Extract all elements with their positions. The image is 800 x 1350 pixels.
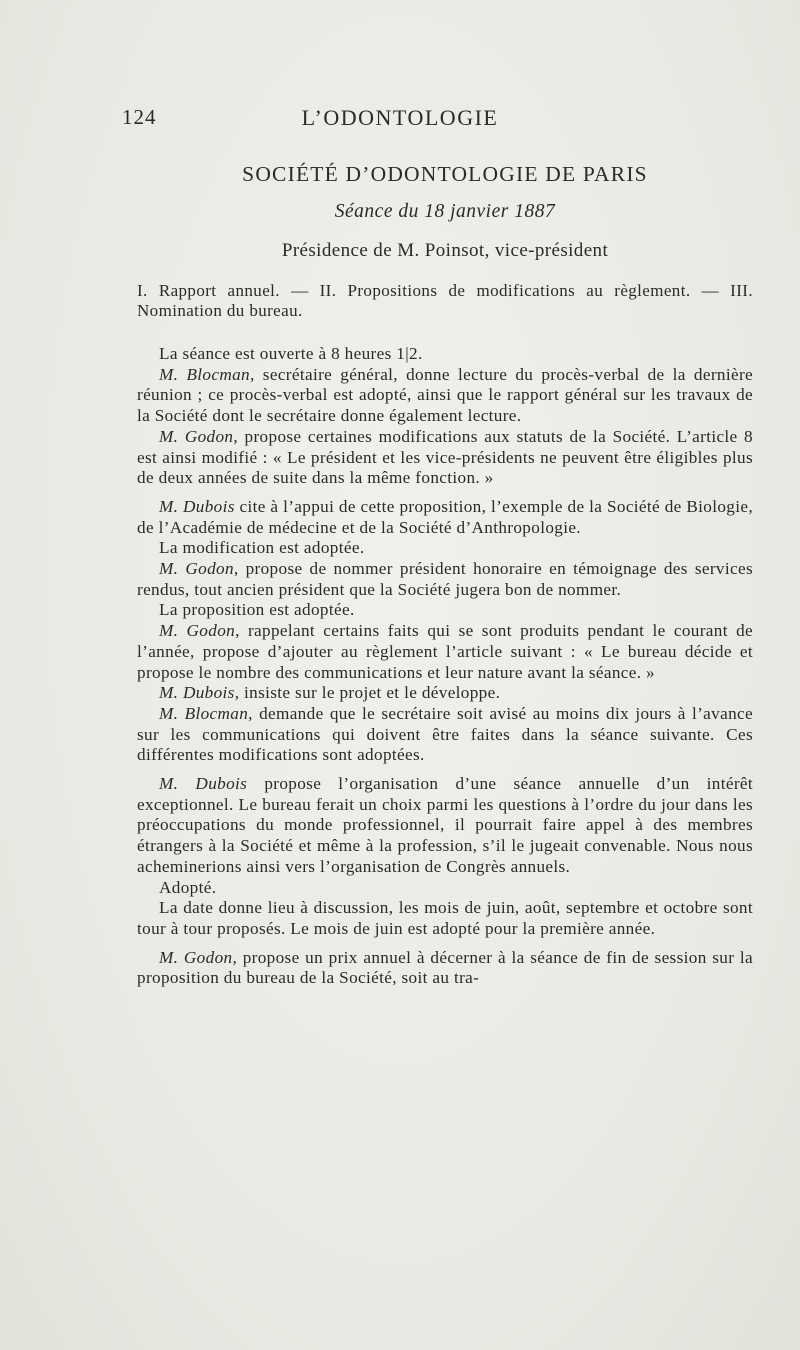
paragraph [137,427,753,489]
paragraph-text: La proposition est adoptée. [159,600,355,620]
paragraph-text: La date donne lieu à discussion, les mois de juin, août, septembre et octobre sont tour à tour proposés. Le mois de juin est adopté pour la première année. [137,898,753,938]
paragraph [137,600,753,621]
speaker-name: M. Godon [159,426,234,446]
paragraph-text: La séance est ouverte à 8 heures 1|2. [159,344,423,363]
paragraph [137,704,753,766]
paragraph [137,497,753,538]
society-title: SOCIÉTÉ D’ODONTOLOGIE DE PARIS [242,162,648,186]
paragraph-text: propose l’organisation d’une séance annuelle d’un intérêt exceptionnel. Le bureau ferait un choix parmi les questions à l’ordre du jour dans les préoccupations du monde professionnel, il pourrait faire appel à des membres étrangers à la Société et même à la profession, s’il le jugeait convenable. Nous nous acheminerions ainsi vers l’organisation de Congrès annuels. [137,774,754,876]
agenda-summary: I. Rapport annuel. — II. Propositions de modifications au règlement. — III. Nomination du bureau. [137,281,753,320]
speaker-name: M. Godon [159,947,233,967]
paragraph [137,774,753,878]
speaker-name: M. Blocman [159,703,249,723]
speaker-name: M. Dubois [159,683,235,703]
paragraph [137,898,753,939]
paragraph [137,948,753,989]
session-date: Séance du 18 janvier 1887 [334,201,556,222]
speaker-name: M. Dubois [159,774,248,794]
speaker-name: M. Blocman [159,364,251,384]
paragraph [137,683,753,704]
speaker-name: M. Godon [159,621,236,641]
running-title: L’ODONTOLOGIE [301,105,499,130]
paragraph-text: cite à l’appui de cette proposition, l’exemple de la Société de Biologie, de l’Académie de médecine et de la Société d’Anthropologie. [137,496,753,537]
article-body [137,162,753,989]
paragraph-text: La modification est adoptée. [159,538,365,558]
paragraph-text: , propose certaines modifications aux statuts de la Société. L’article 8 est ainsi modifié : « Le président et les vice-présidents ne peuvent être éligibles plus de deux années de suite dans la même fonction. » [137,426,753,488]
paragraph-text: , rappelant certains faits qui se sont produits pendant le courant de l’année, propose d’ajouter au règlement l’article suivant : « Le bureau décide et propose le nombre des communications et leur nature avant la séance. » [137,621,754,682]
speaker-name: M. Dubois [159,496,235,516]
paragraph [137,344,753,365]
speaker-name: M. Godon [159,559,234,579]
paragraph [137,538,753,559]
presidency-line: Présidence de M. Poinsot, vice-président [281,240,609,261]
paragraph [137,621,753,683]
page-header [0,105,800,135]
paragraph [137,365,753,427]
paragraph-text: , secrétaire général, donne lecture du procès-verbal de la dernière réunion ; ce procès-verbal est adopté, ainsi que le rapport général sur les travaux de la Société dont le secrétaire donne également lecture. [137,364,753,426]
page-number: 124 [122,105,157,129]
paragraph-text: Adopté. [159,877,217,897]
paragraph-text: , demande que le secrétaire soit avisé au moins dix jours à l’avance sur les communications qui doivent être faites dans la séance suivante. Ces différentes modifications sont adoptées. [137,703,753,765]
paragraph-text: , propose un prix annuel à décerner à la séance de fin de session sur la proposition du bureau de la Société, soit au tra- [137,947,754,988]
paragraph [137,878,753,899]
paragraph [137,559,753,600]
paragraph-text: , propose de nommer président honoraire en témoignage des services rendus, tout ancien président que la Société jugera bon de nommer. [137,559,754,599]
paragraph-text: , insiste sur le projet et le développe. [234,683,501,703]
